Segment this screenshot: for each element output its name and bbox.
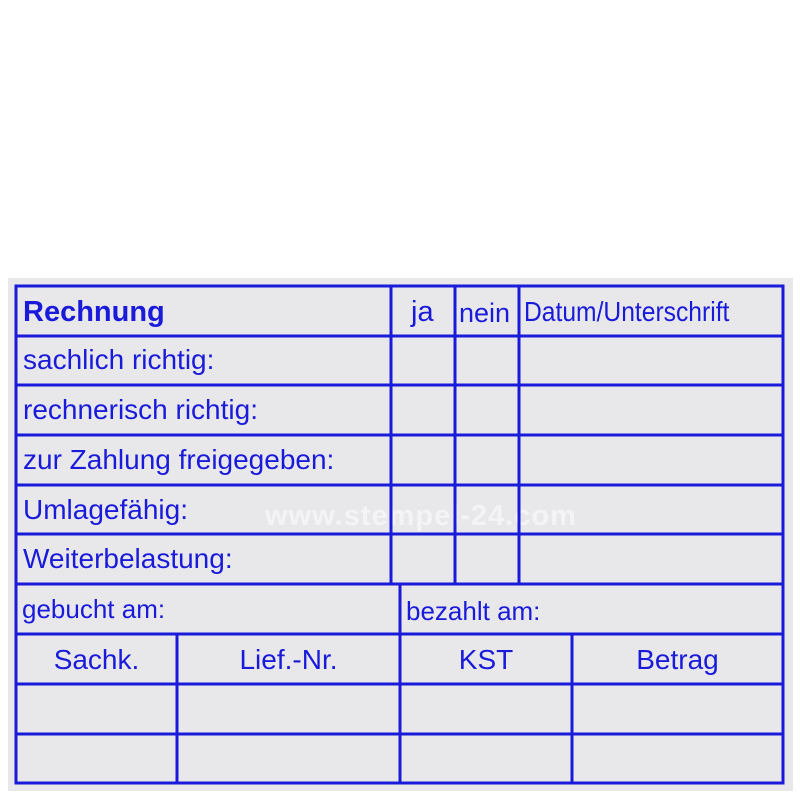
header-nein: nein	[459, 298, 511, 328]
col-header-sachk: Sachk.	[53, 644, 140, 675]
watermark: www.stempel-24.com	[265, 500, 577, 532]
row-label: sachlich richtig:	[23, 344, 215, 375]
row-label: Weiterbelastung:	[23, 543, 233, 574]
col-header-kst: KST	[458, 644, 514, 675]
col-header-betrag: Betrag	[636, 644, 719, 675]
header-ja: ja	[411, 296, 434, 328]
row-label: Umlagefähig:	[23, 494, 188, 525]
col-header-liefnr: Lief.-Nr.	[239, 644, 338, 675]
row-label: zur Zahlung freigegeben:	[23, 444, 335, 475]
row-label: rechnerisch richtig:	[23, 394, 258, 425]
bezahlt-label: bezahlt am:	[406, 596, 541, 626]
header-title: Rechnung	[23, 296, 165, 328]
header-datum: Datum/Unterschrift	[524, 296, 730, 327]
gebucht-label: gebucht am:	[22, 594, 166, 624]
